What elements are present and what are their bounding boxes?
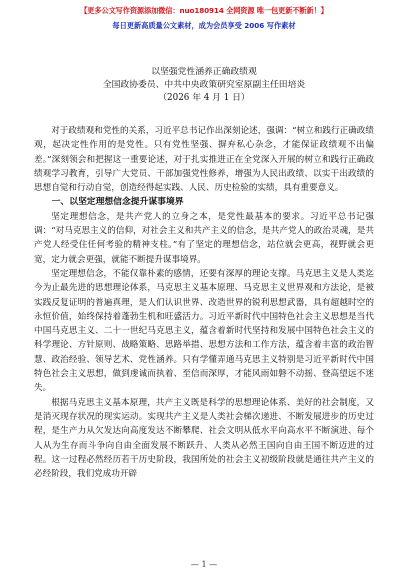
paragraph: 坚定理想信念，是共产党人的立身之本，是党性最基本的要求。习近平总书记强调：“对马克思主义的信仰，对社会主义和共产主义的信念，是共产党人的政治灵魂，是共产党人经受住任何考验的精神支柱。”有了坚定的理想信念，站位就会更高，视野就会更宽，定力就会更强，就能不断提升谋事境界。 (34, 211, 374, 265)
article-author: 全国政协委员、中共中央政策研究室原副主任田培炎 (102, 80, 306, 91)
paragraph: 对于政绩观和党性的关系，习近平总书记作出深刻论述，强调：“树立和践行正确政绩观，起决定性作用的是党性。只有党性坚强、摒弃私心杂念，才能保证政绩观不出偏差。”深刻领会和把握这一重要论述，对于扎实推进正在全党深入开展的树立和践行正确政绩观学习教育，引导广大党员、干部加强党性修养，增强为人民出政绩、以实干出政绩的思想自觉和行动自觉，创造经得起实践、人民、历史检验的实绩，具有重要意义。 (34, 126, 374, 194)
paragraph: 坚定理想信念，不能仅靠朴素的感情，还要有深厚的理论支撑。马克思主义是人类迄今为止最先进的思想理论体系，马克思主义基本原理、马克思主义世界观和方法论，是被实践反复证明的普遍真理，是人们认识世界、改造世界的锐利思想武器，具有超越时空的永恒价值，始终保持着蓬勃生机和旺盛活力。习近平新时代中国特色社会主义思想是当代中国马克思主义、二十一世纪马克思主义，蕴含着新时代坚持和发展中国特色社会主义的科学理论、方针原则、战略策略、思路举措、思想方法和工作方法，蕴含着丰富的政治智慧、政治经验、领导艺术、党性涵养。只有学懂弄通马克思主义特别是习近平新时代中国特色社会主义思想，做到虔诚而执着、至信而深厚，才能风雨如磐不动摇、登高望远不迷失。 (34, 268, 374, 394)
article-title: 以坚强党性涵养正确政绩观 (151, 67, 257, 77)
section-heading: 一、以坚定理想信念提升谋事境界 (51, 197, 184, 208)
page-number: — 1 — (190, 560, 218, 569)
article-date: （2026 年 4 月 1 日） (158, 93, 250, 104)
paragraph: 根据马克思主义基本原理，共产主义既是科学的思想理论体系、美好的社会制度，又是消灭现存状况的现实运动。实现共产主义是人类社会梯次递进、不断发展进步的历史过程，是生产力从欠发达向高度发达不断攀爬、社会文明从低水平向高水平不断演进、每个人从为生存而斗争向自由全面发展不断跃升、人类从必然王国向自由王国不断迈进的过程。这一过程必然经历若干历史阶段，我国所处的社会主义初级阶段就是通往共产主义的必经阶段，我们党成功开辟 (34, 397, 374, 480)
promo-line-membership: 每日更新高质量公文素材，成为会员享受 2006 写作素材 (112, 21, 296, 30)
article-body (34, 124, 374, 481)
article-header (30, 66, 378, 106)
promo-banner (20, 6, 388, 31)
promo-line-wechat: 【更多公文写作资源添加微信：nuo180914 全网资源 唯一包更新不断新！】 (80, 6, 328, 15)
